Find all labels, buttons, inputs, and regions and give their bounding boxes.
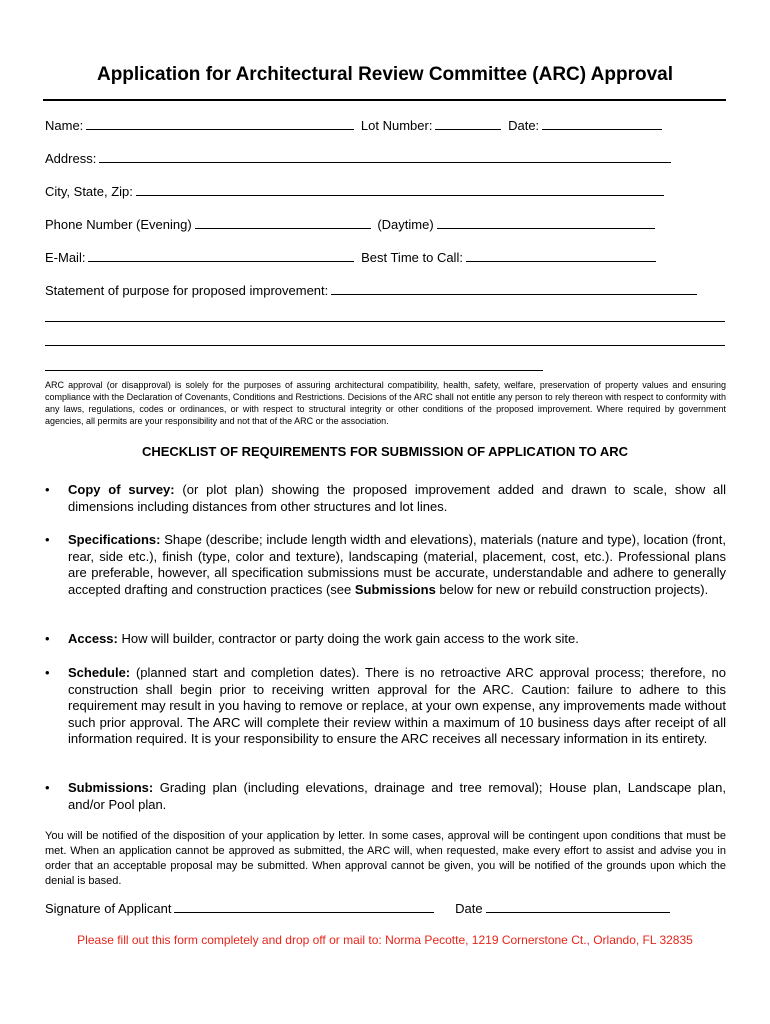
submissions-reference: Submissions — [354, 581, 436, 597]
item-text: Shape (describe; include length width and elevations), materials (nature and type), location (front, rear, side etc.), finish (type, color and texture), landscaping (material, placement, cost, etc.). Professional plans are preferable, however, all specification submissions must be accurate, understandable and adhere to generally accepted drafting and construction practices (see — [68, 532, 726, 597]
item-title: Submissions: — [68, 780, 154, 795]
statement-line-2[interactable] — [45, 321, 725, 322]
address-row — [45, 151, 674, 166]
lot-number-label: Lot Number: — [360, 118, 433, 133]
city-state-zip-field[interactable] — [136, 184, 664, 196]
title-rule — [43, 99, 726, 101]
checklist-item-specifications — [45, 532, 726, 598]
statement-line-3[interactable] — [45, 345, 725, 346]
email-field[interactable] — [88, 250, 354, 262]
signature-date-field[interactable] — [486, 901, 670, 913]
form-title: Application for Architectural Review Committee (ARC) Approval — [96, 64, 674, 85]
checklist-item-access — [45, 631, 726, 648]
city-state-zip-label: City, State, Zip: — [45, 184, 133, 199]
statement-field[interactable] — [331, 283, 697, 295]
item-title: Specifications: — [68, 532, 161, 547]
item-title: Access: — [68, 631, 118, 646]
phone-daytime-label: (Daytime) — [377, 217, 434, 232]
phone-evening-field[interactable] — [195, 217, 371, 229]
statement-label: Statement of purpose for proposed improvement: — [45, 283, 329, 298]
date-label: Date: — [508, 118, 540, 133]
phone-evening-label: Phone Number (Evening) — [45, 217, 192, 232]
item-title: Copy of survey: — [68, 482, 175, 497]
bullet-icon: • — [45, 780, 50, 795]
item-text: Grading plan (including elevations, drainage and tree removal); House plan, Landscape plan, and/or Pool plan. — [68, 780, 726, 812]
item-text-continued: below for new or rebuild construction projects). — [435, 581, 709, 597]
signature-date-label: Date — [455, 901, 483, 916]
city-row — [45, 184, 667, 199]
phone-row — [45, 217, 658, 232]
bullet-icon: • — [45, 532, 50, 547]
email-label: E-Mail: — [45, 250, 86, 265]
bullet-icon: • — [45, 665, 50, 680]
address-field[interactable] — [99, 151, 671, 163]
disclaimer — [45, 379, 726, 427]
lot-number-field[interactable] — [435, 118, 501, 130]
phone-daytime-field[interactable] — [437, 217, 655, 229]
signature-row — [45, 901, 673, 916]
checklist-item-schedule — [45, 665, 726, 748]
name-row — [45, 118, 665, 133]
signature-field[interactable] — [174, 901, 434, 913]
statement-line-4[interactable] — [45, 370, 543, 371]
name-label: Name: — [45, 118, 84, 133]
date-field[interactable] — [542, 118, 662, 130]
item-text: How will builder, contractor or party doing the work gain access to the work site. — [117, 631, 579, 646]
item-text: (or plot plan) showing the proposed improvement added and drawn to scale, show all dimensions including distances from other structures and lot lines. — [68, 482, 726, 514]
checklist-heading: CHECKLIST OF REQUIREMENTS FOR SUBMISSION OF APPLICATION TO ARC — [141, 444, 629, 459]
signature-label: Signature of Applicant — [45, 901, 172, 916]
bullet-icon: • — [45, 482, 50, 497]
best-time-field[interactable] — [466, 250, 656, 262]
best-time-label: Best Time to Call: — [361, 250, 463, 265]
notification-paragraph: You will be notified of the disposition of your application by letter. In some cases, approval will be contingent upon conditions that must be met. When an application cannot be approved as submitted, the ARC will, when requested, make every effort to assist and advise you in order that an acceptable proposal may be submitted. When approval cannot be given, you will be notified of the grounds upon which the denial is based. — [45, 830, 726, 887]
statement-row — [45, 283, 700, 298]
footer-instructions: Please fill out this form completely and drop off or mail to: Norma Pecotte, 1219 Cornerstone Ct., Orlando, FL 32835 — [77, 933, 693, 947]
item-title: Schedule: — [68, 665, 131, 680]
checklist-item-submissions — [45, 780, 726, 813]
bullet-icon: • — [45, 631, 50, 646]
name-field[interactable] — [86, 118, 354, 130]
email-row — [45, 250, 659, 265]
address-label: Address: — [45, 151, 97, 166]
item-text: (planned start and completion dates). There is no retroactive ARC approval process; therefore, no construction shall begin prior to receiving written approval for the ARC. Caution: failure to adhere to this requirement may result in you having to remove or replace, at your own expense, any improvements made without such prior approval. The ARC will complete their review within a maximum of 10 business days after receipt of all information required. It is your responsibility to ensure the ARC receives all necessary information in its entirety. — [68, 665, 726, 746]
disclaimer-text: ARC approval (or disapproval) is solely for the purposes of assuring architectural compatibility, health, safety, welfare, preservation of property values and ensuring compliance with the Declaration of Covenants, Conditions and Restrictions. Decisions of the ARC shall not entitle any person to rely thereon with respect to conformity with any laws, regulations, codes or ordinances, or with respect to structural integrity or other conditions of the proposed improvement. Where required by government agencies, all permits are your responsibility and not that of the ARC or the association. — [45, 380, 726, 426]
checklist-item-survey — [45, 482, 726, 515]
